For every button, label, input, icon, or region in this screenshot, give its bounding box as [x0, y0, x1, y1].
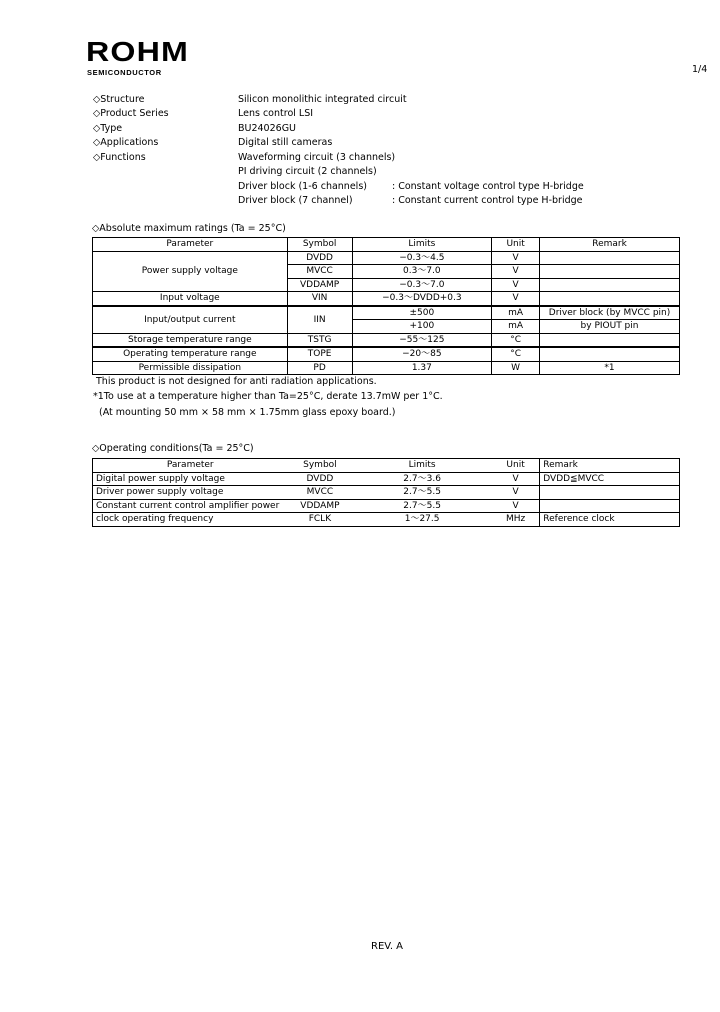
remark-cell [540, 333, 680, 347]
header-cell: Remark [540, 238, 680, 252]
header-cell: Parameter [93, 238, 288, 252]
overview-label: ◇Structure [93, 94, 145, 105]
function-detail: : Constant current control type H-bridge [392, 195, 583, 206]
param-cell: Power supply voltage [93, 251, 288, 292]
abs-max-table [92, 237, 680, 375]
limits-cell: −55〜125 [352, 333, 492, 347]
overview-value: Digital still cameras [238, 137, 333, 148]
overview-label: ◇Product Series [93, 108, 169, 119]
limits-cell: 2.7〜5.5 [352, 486, 492, 500]
unit-cell: V [492, 278, 540, 292]
unit-cell: V [492, 472, 540, 486]
overview-value: Silicon monolithic integrated circuit [238, 94, 407, 105]
remark-cell: Driver block (by MVCC pin) [540, 306, 680, 320]
symbol-cell: DVDD [287, 251, 352, 265]
unit-cell: mA [492, 320, 540, 334]
limits-cell: −20〜85 [352, 347, 492, 361]
param-cell: Permissible dissipation [93, 361, 288, 375]
unit-cell: V [492, 499, 540, 513]
overview-label: ◇Applications [93, 137, 159, 148]
unit-cell: V [492, 265, 540, 279]
op-cond-table [92, 458, 680, 527]
function-detail: : Constant voltage control type H-bridge [392, 181, 584, 192]
limits-cell: 1〜27.5 [352, 513, 492, 527]
function-item: PI driving circuit (2 channels) [238, 166, 377, 177]
table-row [93, 472, 680, 486]
limits-cell: 1.37 [352, 361, 492, 375]
header-cell: Symbol [287, 238, 352, 252]
abs-max-title: ◇Absolute maximum ratings (Ta = 25°C) [92, 223, 286, 234]
unit-cell: V [492, 486, 540, 500]
op-cond-title: ◇Operating conditions(Ta = 25°C) [92, 443, 254, 454]
remark-cell [540, 347, 680, 361]
header-cell: Remark [540, 459, 680, 473]
table-row [93, 333, 680, 347]
unit-cell: mA [492, 306, 540, 320]
param-cell: Input/output current [93, 306, 288, 334]
note: (At mounting 50 mm × 58 mm × 1.75mm glass epoxy board.) [99, 407, 396, 418]
table-row [93, 347, 680, 361]
limits-cell: −0.3〜DVDD+0.3 [352, 292, 492, 306]
param-cell: Digital power supply voltage [93, 472, 288, 486]
symbol-cell: DVDD [287, 472, 352, 486]
overview-value: Lens control LSI [238, 108, 314, 119]
table-row [93, 292, 680, 306]
table-row [93, 513, 680, 527]
rohm-logo: ROHM [86, 36, 189, 67]
remark-cell: Reference clock [540, 513, 680, 527]
table-header-row [93, 459, 680, 473]
table-row [93, 486, 680, 500]
symbol-cell: MVCC [287, 486, 352, 500]
header-cell: Unit [492, 238, 540, 252]
remark-cell [540, 292, 680, 306]
unit-cell: W [492, 361, 540, 375]
remark-cell [540, 278, 680, 292]
param-cell: Driver power supply voltage [93, 486, 288, 500]
header-cell: Symbol [287, 459, 352, 473]
symbol-cell: IIN [287, 306, 352, 334]
limits-cell: ±500 [352, 306, 492, 320]
remark-cell: DVDD≦MVCC [540, 472, 680, 486]
symbol-cell: TSTG [287, 333, 352, 347]
table-row [93, 361, 680, 375]
symbol-cell: TOPE [287, 347, 352, 361]
param-cell: Input voltage [93, 292, 288, 306]
limits-cell: 0.3〜7.0 [352, 265, 492, 279]
rohm-logo-subtitle: SEMICONDUCTOR [87, 68, 162, 77]
function-item: Driver block (1-6 channels) [238, 181, 367, 192]
header-cell: Unit [492, 459, 540, 473]
overview-label: ◇Functions [93, 152, 146, 163]
limits-cell: 2.7〜3.6 [352, 472, 492, 486]
remark-cell [540, 251, 680, 265]
param-cell: Operating temperature range [93, 347, 288, 361]
limits-cell: −0.3〜4.5 [352, 251, 492, 265]
symbol-cell: VIN [287, 292, 352, 306]
limits-cell: +100 [352, 320, 492, 334]
unit-cell: MHz [492, 513, 540, 527]
remark-cell [540, 265, 680, 279]
header-cell: Parameter [93, 459, 288, 473]
note: *1To use at a temperature higher than Ta=25°C, derate 13.7mW per 1°C. [93, 391, 443, 402]
function-item: Driver block (7 channel) [238, 195, 353, 206]
remark-cell: by PIOUT pin [540, 320, 680, 334]
unit-cell: °C [492, 333, 540, 347]
remark-cell [540, 499, 680, 513]
symbol-cell: FCLK [287, 513, 352, 527]
overview-value: Waveforming circuit (3 channels) [238, 152, 396, 163]
unit-cell: °C [492, 347, 540, 361]
table-row [93, 251, 680, 265]
table-row [93, 499, 680, 513]
page-number: 1/4 [692, 64, 708, 75]
header-cell: Limits [352, 459, 492, 473]
limits-cell: −0.3〜7.0 [352, 278, 492, 292]
symbol-cell: MVCC [287, 265, 352, 279]
symbol-cell: VDDAMP [287, 499, 352, 513]
param-cell: clock operating frequency [93, 513, 288, 527]
revision-label: REV. A [371, 941, 404, 952]
note: This product is not designed for anti radiation applications. [96, 376, 377, 387]
param-cell: Storage temperature range [93, 333, 288, 347]
symbol-cell: VDDAMP [287, 278, 352, 292]
table-row [93, 306, 680, 320]
overview-value: BU24026GU [238, 123, 297, 134]
remark-cell [540, 486, 680, 500]
header-cell: Limits [352, 238, 492, 252]
remark-cell: *1 [540, 361, 680, 375]
table-header-row [93, 238, 680, 252]
limits-cell: 2.7〜5.5 [352, 499, 492, 513]
unit-cell: V [492, 292, 540, 306]
overview-label: ◇Type [93, 123, 123, 134]
unit-cell: V [492, 251, 540, 265]
symbol-cell: PD [287, 361, 352, 375]
param-cell: Constant current control amplifier power [93, 499, 288, 513]
